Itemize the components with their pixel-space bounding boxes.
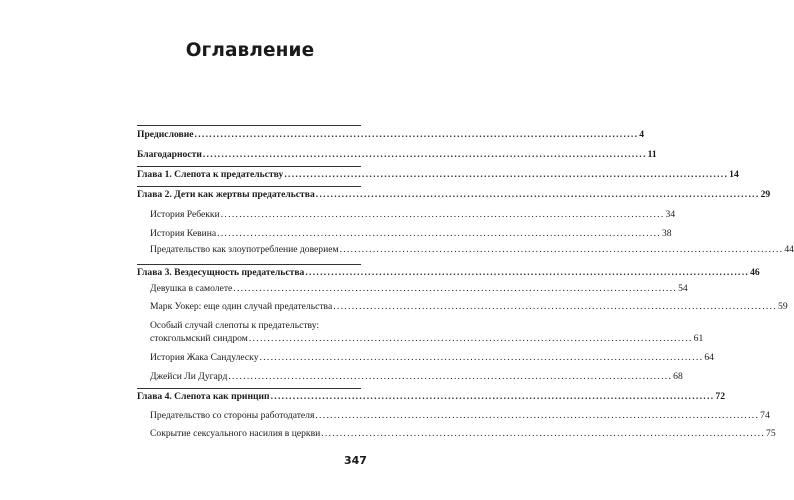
entry-label-line-1: Особый случай слепоты к предательству: [150,320,320,331]
dot-leader: ........................................................................................................................ [305,267,750,278]
entry-page: 74 [760,410,770,421]
toc-entry-chapter-4[interactable] [137,391,725,403]
dot-leader: ........................................................................................................................ [270,391,715,402]
entry-page: 61 [693,333,704,344]
toc-entry-chapter-3[interactable] [137,267,760,279]
entry-page: 68 [673,371,683,382]
toc-entry-jaycee[interactable] [150,371,683,383]
entry-label: Глава 3. Вездесущность предательства [137,267,305,278]
entry-label: Глава 1. Слепота к предательству [137,169,284,180]
dot-leader: ........................................................................................................................ [321,428,766,439]
dot-leader: ........................................................................................................................ [315,189,760,200]
dot-leader: ........................................................................................................................ [228,371,673,382]
entry-page: 72 [715,391,725,402]
toc-entry-chapter-2[interactable] [137,189,771,201]
entry-page: 14 [729,169,739,180]
page-title: Оглавление [185,40,315,61]
divider [137,186,361,187]
toc-entry-rebecca[interactable] [150,209,676,221]
entry-label: Предисловие [137,129,194,140]
entry-label: Предательство со стороны работодателя [150,410,315,421]
dot-leader: ........................................................................................................................ [339,244,784,255]
entry-label: Джейси Ли Дугард [150,371,228,382]
entry-label: Благодарности [137,149,202,160]
dot-leader: ........................................................................................................................ [315,410,760,421]
entry-page: 4 [639,129,645,140]
divider [137,388,361,389]
dot-leader: ........................................................................................................................ [284,169,729,180]
toc-entry-jacques[interactable] [150,352,714,364]
dot-leader: ........................................................................................................................ [233,283,678,294]
entry-label: Сокрытие сексуального насилия в церкви [150,428,321,439]
divider [137,166,361,167]
dot-leader: ........................................................................................................................ [202,149,647,160]
entry-label: История Кевина [150,228,217,239]
toc-entry-girl-on-plane[interactable] [150,283,688,295]
entry-label: История Ребекки [150,209,220,220]
dot-leader: ........................................................................................................................ [194,129,639,140]
dot-leader: ........................................................................................................................ [333,301,778,312]
entry-page: 75 [766,428,776,439]
dot-leader: ........................................................................................................................ [217,228,661,239]
entry-page: 46 [750,267,760,278]
entry-page: 38 [661,228,672,239]
dot-leader: ........................................................................................................................ [259,352,704,363]
entry-label: История Жака Сандулеску [150,352,259,363]
entry-label: Глава 4. Слепота как принцип [137,391,270,402]
toc-entry-chapter-1[interactable] [137,169,739,181]
entry-page: 59 [778,301,788,312]
divider [137,125,361,126]
entry-page: 34 [665,209,676,220]
dot-leader: ........................................................................................................................ [248,333,693,344]
toc-entry-preface[interactable] [137,129,645,141]
page-number: 347 [344,454,367,467]
entry-label: Предательство как злоупотребление доверием [150,244,339,255]
toc-entry-employer[interactable] [150,410,770,422]
toc-entry-kevin[interactable] [150,228,672,240]
dot-leader: ........................................................................................................................ [220,209,665,220]
entry-label: Марк Уокер: еще один случай предательства [150,301,333,312]
entry-page: 54 [678,283,688,294]
entry-label: Глава 2. Дети как жертвы предательства [137,189,315,200]
toc-entry-mark-walker[interactable] [150,301,788,313]
entry-page: 44 [784,244,794,255]
entry-page: 64 [704,352,714,363]
toc-entry-trust-abuse[interactable] [150,244,794,256]
toc-entry-acknowledgements[interactable] [137,149,657,161]
entry-label: стокгольмский синдром [150,333,248,344]
entry-label: Девушка в самолете [150,283,233,294]
toc-entry-church[interactable] [150,428,776,440]
toc-entry-stockholm[interactable] [150,320,704,345]
entry-page: 11 [647,149,657,160]
entry-page: 29 [760,189,771,200]
divider [137,264,361,265]
